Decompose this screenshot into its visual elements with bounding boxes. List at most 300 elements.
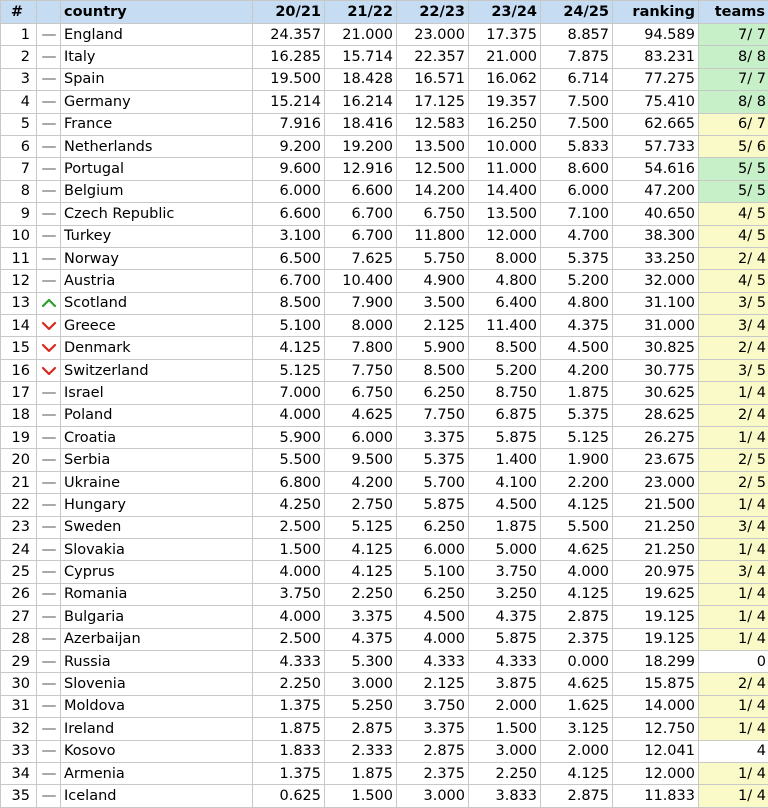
season-2122-cell: 2.333 [325, 740, 397, 762]
season-2122-cell: 18.428 [325, 68, 397, 90]
season-2324-cell: 1.875 [469, 516, 541, 538]
country-cell: Belgium [61, 180, 253, 202]
season-2425-cell: 4.125 [541, 762, 613, 784]
rank-cell: 3 [1, 68, 37, 90]
season-2324-cell: 6.875 [469, 404, 541, 426]
season-2324-cell: 6.400 [469, 292, 541, 314]
season-2021-cell: 5.125 [253, 359, 325, 381]
trend-down-icon [41, 320, 57, 332]
season-2324-cell: 1.500 [469, 718, 541, 740]
season-2223-cell: 4.500 [397, 606, 469, 628]
season-2324-cell: 19.357 [469, 91, 541, 113]
rank-cell: 5 [1, 113, 37, 135]
season-2021-cell: 4.000 [253, 606, 325, 628]
rank-cell: 2 [1, 46, 37, 68]
season-2021-cell: 9.600 [253, 158, 325, 180]
season-2122-cell: 1.875 [325, 762, 397, 784]
table-row[interactable] [1, 538, 768, 560]
season-2425-cell: 1.900 [541, 449, 613, 471]
season-2223-cell: 3.500 [397, 292, 469, 314]
trend-same-icon [41, 29, 57, 41]
trend-same-icon [41, 633, 57, 645]
country-cell: Russia [61, 650, 253, 672]
ranking-cell: 14.000 [613, 695, 699, 717]
season-2021-cell: 1.375 [253, 762, 325, 784]
trend-same-icon [41, 700, 57, 712]
season-2223-cell: 12.500 [397, 158, 469, 180]
rank-cell: 27 [1, 606, 37, 628]
rank-cell: 19 [1, 427, 37, 449]
table-row[interactable] [1, 135, 768, 157]
season-2122-cell: 16.214 [325, 91, 397, 113]
ranking-cell: 23.675 [613, 449, 699, 471]
trend-cell [37, 494, 61, 516]
season-2021-cell: 15.214 [253, 91, 325, 113]
teams-cell: 2/ 5 [699, 449, 768, 471]
season-2425-cell: 4.500 [541, 337, 613, 359]
season-2223-cell: 3.375 [397, 427, 469, 449]
teams-cell: 3/ 5 [699, 359, 768, 381]
season-2021-cell: 9.200 [253, 135, 325, 157]
trend-same-icon [41, 387, 57, 399]
rank-cell: 33 [1, 740, 37, 762]
season-2021-cell: 1.500 [253, 538, 325, 560]
season-2122-cell: 7.900 [325, 292, 397, 314]
teams-cell: 1/ 4 [699, 583, 768, 605]
header-season-2324[interactable]: 23/24 [469, 1, 541, 24]
ranking-cell: 33.250 [613, 247, 699, 269]
season-2425-cell: 1.625 [541, 695, 613, 717]
teams-cell: 3/ 5 [699, 292, 768, 314]
table-row[interactable] [1, 718, 768, 740]
season-2021-cell: 6.000 [253, 180, 325, 202]
season-2425-cell: 5.200 [541, 270, 613, 292]
teams-cell: 1/ 4 [699, 382, 768, 404]
season-2324-cell: 14.400 [469, 180, 541, 202]
season-2223-cell: 5.750 [397, 247, 469, 269]
season-2324-cell: 3.250 [469, 583, 541, 605]
teams-cell: 3/ 4 [699, 315, 768, 337]
season-2122-cell: 6.000 [325, 427, 397, 449]
country-cell: Ukraine [61, 471, 253, 493]
table-row[interactable] [1, 382, 768, 404]
ranking-cell: 21.250 [613, 516, 699, 538]
trend-same-icon [41, 768, 57, 780]
rank-cell: 31 [1, 695, 37, 717]
country-cell: Romania [61, 583, 253, 605]
table-row[interactable] [1, 46, 768, 68]
season-2425-cell: 2.375 [541, 628, 613, 650]
rank-cell: 21 [1, 471, 37, 493]
table-row[interactable] [1, 24, 768, 46]
season-2223-cell: 6.750 [397, 203, 469, 225]
trend-cell [37, 292, 61, 314]
season-2324-cell: 8.000 [469, 247, 541, 269]
season-2021-cell: 16.285 [253, 46, 325, 68]
season-2122-cell: 8.000 [325, 315, 397, 337]
season-2122-cell: 9.500 [325, 449, 397, 471]
trend-same-icon [41, 745, 57, 757]
season-2223-cell: 6.250 [397, 583, 469, 605]
season-2122-cell: 4.125 [325, 538, 397, 560]
country-cell: Czech Republic [61, 203, 253, 225]
trend-cell [37, 247, 61, 269]
season-2425-cell: 1.875 [541, 382, 613, 404]
country-cell: Slovenia [61, 673, 253, 695]
trend-cell [37, 427, 61, 449]
season-2122-cell: 6.700 [325, 225, 397, 247]
trend-cell [37, 650, 61, 672]
season-2324-cell: 5.875 [469, 628, 541, 650]
season-2223-cell: 8.500 [397, 359, 469, 381]
teams-cell: 8/ 8 [699, 91, 768, 113]
rank-cell: 29 [1, 650, 37, 672]
teams-cell: 5/ 5 [699, 180, 768, 202]
ranking-cell: 77.275 [613, 68, 699, 90]
season-2324-cell: 4.800 [469, 270, 541, 292]
season-2021-cell: 7.000 [253, 382, 325, 404]
trend-cell [37, 673, 61, 695]
header-season-2425[interactable]: 24/25 [541, 1, 613, 24]
country-cell: Sweden [61, 516, 253, 538]
rank-cell: 34 [1, 762, 37, 784]
country-cell: Israel [61, 382, 253, 404]
season-2021-cell: 4.000 [253, 561, 325, 583]
season-2021-cell: 7.916 [253, 113, 325, 135]
season-2324-cell: 11.000 [469, 158, 541, 180]
rank-cell: 25 [1, 561, 37, 583]
season-2324-cell: 3.833 [469, 785, 541, 807]
season-2021-cell: 4.000 [253, 404, 325, 426]
ranking-cell: 12.041 [613, 740, 699, 762]
table-row[interactable] [1, 203, 768, 225]
season-2122-cell: 15.714 [325, 46, 397, 68]
teams-cell: 2/ 4 [699, 404, 768, 426]
rank-cell: 24 [1, 538, 37, 560]
header-ranking[interactable]: ranking [613, 1, 699, 24]
season-2223-cell: 2.125 [397, 673, 469, 695]
season-2324-cell: 8.500 [469, 337, 541, 359]
season-2425-cell: 4.375 [541, 315, 613, 337]
table-row[interactable] [1, 158, 768, 180]
country-cell: Croatia [61, 427, 253, 449]
trend-cell [37, 46, 61, 68]
season-2021-cell: 2.250 [253, 673, 325, 695]
country-cell: Moldova [61, 695, 253, 717]
season-2122-cell: 1.500 [325, 785, 397, 807]
ranking-cell: 21.500 [613, 494, 699, 516]
season-2425-cell: 8.600 [541, 158, 613, 180]
table-row[interactable] [1, 494, 768, 516]
season-2021-cell: 1.875 [253, 718, 325, 740]
season-2122-cell: 6.700 [325, 203, 397, 225]
teams-cell: 7/ 7 [699, 24, 768, 46]
season-2021-cell: 1.833 [253, 740, 325, 762]
table-row[interactable] [1, 225, 768, 247]
season-2425-cell: 4.125 [541, 583, 613, 605]
table-row[interactable] [1, 762, 768, 784]
table-row[interactable] [1, 180, 768, 202]
table-row[interactable] [1, 292, 768, 314]
header-season-2223[interactable]: 22/23 [397, 1, 469, 24]
rank-cell: 17 [1, 382, 37, 404]
season-2122-cell: 2.250 [325, 583, 397, 605]
header-season-2021[interactable]: 20/21 [253, 1, 325, 24]
teams-cell: 2/ 4 [699, 337, 768, 359]
season-2122-cell: 10.400 [325, 270, 397, 292]
season-2122-cell: 4.200 [325, 471, 397, 493]
country-cell: Switzerland [61, 359, 253, 381]
season-2122-cell: 12.916 [325, 158, 397, 180]
season-2223-cell: 2.125 [397, 315, 469, 337]
season-2223-cell: 3.375 [397, 718, 469, 740]
teams-cell: 4/ 5 [699, 203, 768, 225]
table-header [1, 1, 768, 24]
table-row[interactable] [1, 404, 768, 426]
trend-cell [37, 315, 61, 337]
ranking-cell: 54.616 [613, 158, 699, 180]
trend-cell [37, 561, 61, 583]
trend-cell [37, 718, 61, 740]
country-cell: Germany [61, 91, 253, 113]
table-row[interactable] [1, 695, 768, 717]
table-row[interactable] [1, 673, 768, 695]
trend-same-icon [41, 454, 57, 466]
trend-same-icon [41, 477, 57, 489]
ranking-cell: 20.975 [613, 561, 699, 583]
teams-cell: 1/ 4 [699, 762, 768, 784]
season-2324-cell: 5.875 [469, 427, 541, 449]
country-cell: Kosovo [61, 740, 253, 762]
season-2122-cell: 6.600 [325, 180, 397, 202]
season-2122-cell: 4.625 [325, 404, 397, 426]
teams-cell: 2/ 4 [699, 673, 768, 695]
season-2021-cell: 2.500 [253, 516, 325, 538]
ranking-cell: 62.665 [613, 113, 699, 135]
season-2223-cell: 2.875 [397, 740, 469, 762]
country-cell: Hungary [61, 494, 253, 516]
ranking-cell: 11.833 [613, 785, 699, 807]
table-row[interactable] [1, 270, 768, 292]
table-row[interactable] [1, 337, 768, 359]
rank-cell: 20 [1, 449, 37, 471]
country-cell: Scotland [61, 292, 253, 314]
season-2425-cell: 7.500 [541, 91, 613, 113]
season-2223-cell: 11.800 [397, 225, 469, 247]
trend-same-icon [41, 185, 57, 197]
season-2122-cell: 7.750 [325, 359, 397, 381]
season-2425-cell: 2.875 [541, 606, 613, 628]
season-2223-cell: 4.333 [397, 650, 469, 672]
teams-cell: 5/ 5 [699, 158, 768, 180]
table-row[interactable] [1, 606, 768, 628]
rank-cell: 35 [1, 785, 37, 807]
country-cell: Greece [61, 315, 253, 337]
teams-cell: 4 [699, 740, 768, 762]
trend-down-icon [41, 342, 57, 354]
season-2021-cell: 19.500 [253, 68, 325, 90]
table-row[interactable] [1, 561, 768, 583]
season-2425-cell: 2.000 [541, 740, 613, 762]
season-2425-cell: 6.000 [541, 180, 613, 202]
trend-cell [37, 225, 61, 247]
rank-cell: 11 [1, 247, 37, 269]
trend-same-icon [41, 588, 57, 600]
season-2324-cell: 13.500 [469, 203, 541, 225]
trend-cell [37, 628, 61, 650]
season-2021-cell: 4.333 [253, 650, 325, 672]
trend-cell [37, 606, 61, 628]
season-2223-cell: 17.125 [397, 91, 469, 113]
season-2223-cell: 6.250 [397, 382, 469, 404]
header-rank[interactable]: # [1, 1, 37, 24]
ranking-cell: 31.000 [613, 315, 699, 337]
season-2021-cell: 5.900 [253, 427, 325, 449]
ranking-cell: 23.000 [613, 471, 699, 493]
rank-cell: 14 [1, 315, 37, 337]
season-2223-cell: 3.000 [397, 785, 469, 807]
season-2021-cell: 4.250 [253, 494, 325, 516]
trend-cell [37, 449, 61, 471]
season-2021-cell: 3.100 [253, 225, 325, 247]
season-2324-cell: 17.375 [469, 24, 541, 46]
teams-cell: 1/ 4 [699, 695, 768, 717]
season-2122-cell: 5.250 [325, 695, 397, 717]
season-2122-cell: 19.200 [325, 135, 397, 157]
trend-same-icon [41, 521, 57, 533]
rank-cell: 26 [1, 583, 37, 605]
country-cell: Cyprus [61, 561, 253, 583]
season-2122-cell: 5.300 [325, 650, 397, 672]
table-row[interactable] [1, 628, 768, 650]
trend-cell [37, 337, 61, 359]
season-2223-cell: 13.500 [397, 135, 469, 157]
trend-cell [37, 203, 61, 225]
rank-cell: 28 [1, 628, 37, 650]
country-cell: Slovakia [61, 538, 253, 560]
season-2021-cell: 6.600 [253, 203, 325, 225]
ranking-cell: 21.250 [613, 538, 699, 560]
season-2425-cell: 4.800 [541, 292, 613, 314]
season-2122-cell: 5.125 [325, 516, 397, 538]
trend-same-icon [41, 275, 57, 287]
header-teams[interactable]: teams [699, 1, 768, 24]
teams-cell: 8/ 8 [699, 46, 768, 68]
trend-cell [37, 68, 61, 90]
table-row[interactable] [1, 247, 768, 269]
season-2425-cell: 0.000 [541, 650, 613, 672]
trend-same-icon [41, 118, 57, 130]
season-2425-cell: 5.375 [541, 247, 613, 269]
trend-cell [37, 158, 61, 180]
table-row[interactable] [1, 516, 768, 538]
season-2021-cell: 1.375 [253, 695, 325, 717]
season-2223-cell: 5.900 [397, 337, 469, 359]
season-2324-cell: 8.750 [469, 382, 541, 404]
season-2122-cell: 3.000 [325, 673, 397, 695]
table-row[interactable] [1, 91, 768, 113]
season-2021-cell: 6.800 [253, 471, 325, 493]
trend-cell [37, 270, 61, 292]
trend-cell [37, 135, 61, 157]
season-2021-cell: 2.500 [253, 628, 325, 650]
teams-cell: 5/ 6 [699, 135, 768, 157]
table-row[interactable] [1, 113, 768, 135]
season-2324-cell: 2.250 [469, 762, 541, 784]
ranking-cell: 19.125 [613, 628, 699, 650]
ranking-cell: 28.625 [613, 404, 699, 426]
rank-cell: 6 [1, 135, 37, 157]
season-2021-cell: 3.750 [253, 583, 325, 605]
country-cell: France [61, 113, 253, 135]
season-2021-cell: 24.357 [253, 24, 325, 46]
teams-cell: 1/ 4 [699, 427, 768, 449]
trend-same-icon [41, 73, 57, 85]
table-row[interactable] [1, 68, 768, 90]
header-season-2122[interactable]: 21/22 [325, 1, 397, 24]
table-row[interactable] [1, 740, 768, 762]
ranking-cell: 30.775 [613, 359, 699, 381]
table-row[interactable] [1, 427, 768, 449]
table-row[interactable] [1, 359, 768, 381]
season-2122-cell: 18.416 [325, 113, 397, 135]
season-2425-cell: 3.125 [541, 718, 613, 740]
country-cell: Iceland [61, 785, 253, 807]
header-country[interactable]: country [61, 1, 253, 24]
trend-same-icon [41, 544, 57, 556]
teams-cell: 2/ 4 [699, 247, 768, 269]
trend-cell [37, 785, 61, 807]
trend-same-icon [41, 96, 57, 108]
trend-same-icon [41, 253, 57, 265]
ranking-cell: 75.410 [613, 91, 699, 113]
teams-cell: 4/ 5 [699, 270, 768, 292]
trend-cell [37, 91, 61, 113]
country-cell: Netherlands [61, 135, 253, 157]
table-row[interactable] [1, 449, 768, 471]
rank-cell: 32 [1, 718, 37, 740]
country-cell: Portugal [61, 158, 253, 180]
table-row[interactable] [1, 471, 768, 493]
table-row[interactable] [1, 650, 768, 672]
season-2425-cell: 7.500 [541, 113, 613, 135]
country-cell: Bulgaria [61, 606, 253, 628]
trend-same-icon [41, 678, 57, 690]
trend-same-icon [41, 51, 57, 63]
season-2324-cell: 4.375 [469, 606, 541, 628]
trend-same-icon [41, 163, 57, 175]
season-2324-cell: 5.000 [469, 538, 541, 560]
ranking-cell: 38.300 [613, 225, 699, 247]
season-2324-cell: 12.000 [469, 225, 541, 247]
season-2223-cell: 4.900 [397, 270, 469, 292]
rank-cell: 7 [1, 158, 37, 180]
season-2122-cell: 7.800 [325, 337, 397, 359]
teams-cell: 1/ 4 [699, 606, 768, 628]
table-row[interactable] [1, 785, 768, 807]
season-2122-cell: 4.375 [325, 628, 397, 650]
season-2324-cell: 21.000 [469, 46, 541, 68]
table-row[interactable] [1, 583, 768, 605]
season-2021-cell: 8.500 [253, 292, 325, 314]
season-2223-cell: 12.583 [397, 113, 469, 135]
season-2425-cell: 4.625 [541, 673, 613, 695]
season-2425-cell: 4.125 [541, 494, 613, 516]
table-row[interactable] [1, 315, 768, 337]
ranking-cell: 12.000 [613, 762, 699, 784]
season-2324-cell: 3.750 [469, 561, 541, 583]
season-2425-cell: 5.833 [541, 135, 613, 157]
